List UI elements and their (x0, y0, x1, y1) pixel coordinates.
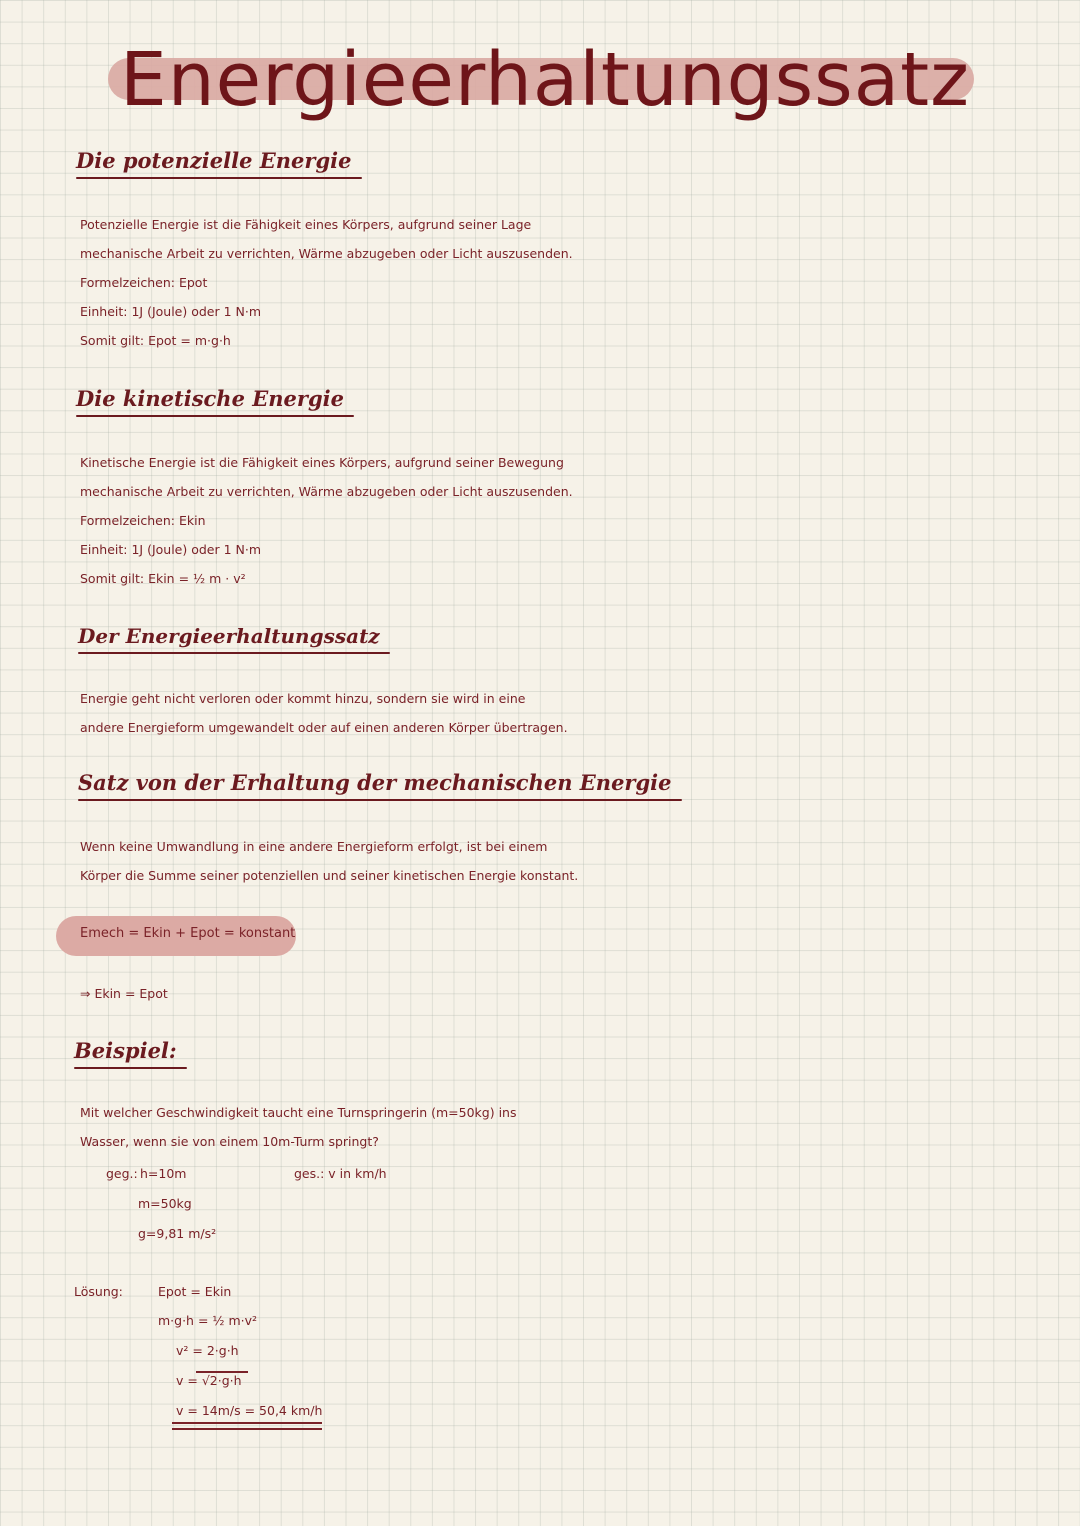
heading-mechanical-energy (78, 770, 672, 795)
text-line: andere Energieform umgewandelt oder auf einen anderen Körper übertragen. (80, 720, 568, 735)
solution-step: Epot = Ekin (158, 1284, 232, 1299)
text-line: mechanische Arbeit zu verrichten, Wärme abzugeben oder Licht auszusenden. (80, 484, 573, 499)
conservation-text (80, 684, 568, 742)
text-line: Mit welcher Geschwindigkeit taucht eine Turnspringerin (m=50kg) ins (80, 1105, 517, 1120)
solution-step: v = √2·g·h (176, 1373, 242, 1388)
solution-step: m·g·h = ½ m·v² (158, 1313, 258, 1328)
example-question (80, 1098, 516, 1156)
potential-energy-text (80, 210, 573, 355)
given-height: h=10m (140, 1166, 187, 1181)
kinetic-energy-text (80, 448, 573, 593)
heading-conservation-text: Der Energieerhaltungssatz (78, 624, 380, 648)
heading-example (74, 1038, 177, 1063)
text-line: mechanische Arbeit zu verrichten, Wärme abzugeben oder Licht auszusenden. (80, 246, 573, 261)
text-line: Einheit: 1J (Joule) oder 1 N·m (80, 542, 262, 557)
answer-underline (172, 1428, 322, 1430)
text-line: Energie geht nicht verloren oder kommt hinzu, sondern sie wird in eine (80, 691, 526, 706)
heading-kinetic-energy (76, 386, 344, 411)
text-line: Somit gilt: Ekin = ½ m · v² (80, 571, 246, 586)
text-line: Formelzeichen: Ekin (80, 513, 206, 528)
mechanical-energy-formula: Emech = Ekin + Epot = konstant (80, 926, 296, 941)
given-gravity: g=9,81 m/s² (138, 1226, 217, 1241)
heading-underline (78, 652, 390, 654)
text-line: Potenzielle Energie ist die Fähigkeit eines Körpers, aufgrund seiner Lage (80, 217, 532, 232)
solution-result: v = 14m/s = 50,4 km/h (176, 1403, 323, 1418)
page-title: Energieerhaltungssatz (120, 37, 970, 123)
answer-underline (172, 1422, 322, 1424)
mechanical-energy-text (80, 832, 578, 890)
text-line: Körper die Summe seiner potenziellen und seiner kinetischen Energie konstant. (80, 868, 579, 883)
heading-underline (76, 177, 362, 179)
heading-potential-energy-text: Die potenzielle Energie (76, 148, 352, 173)
given-mass: m=50kg (138, 1196, 192, 1211)
implication-formula: ⇒ Ekin = Epot (80, 986, 168, 1001)
text-line: Wasser, wenn sie von einem 10m-Turm springt? (80, 1134, 379, 1149)
heading-mechanical-energy-text: Satz von der Erhaltung der mechanischen Energie (78, 770, 672, 795)
solution-step: v² = 2·g·h (176, 1343, 239, 1358)
given-label: geg.: (106, 1166, 138, 1181)
heading-kinetic-energy-text: Die kinetische Energie (76, 386, 344, 411)
solution-label: Lösung: (74, 1284, 123, 1299)
text-line: Somit gilt: Epot = m·g·h (80, 333, 231, 348)
heading-underline (74, 1067, 187, 1069)
heading-example-text: Beispiel: (74, 1038, 177, 1063)
heading-underline (76, 415, 354, 417)
text-line: Kinetische Energie ist die Fähigkeit eines Körpers, aufgrund seiner Bewegung (80, 455, 564, 470)
text-line: Einheit: 1J (Joule) oder 1 N·m (80, 304, 262, 319)
text-line: Formelzeichen: Epot (80, 275, 208, 290)
heading-underline (78, 799, 682, 801)
heading-conservation (78, 624, 380, 648)
text-line: Wenn keine Umwandlung in eine andere Energieform erfolgt, ist bei einem (80, 839, 548, 854)
heading-potential-energy (76, 148, 352, 173)
sought-value: ges.: v in km/h (294, 1166, 387, 1181)
